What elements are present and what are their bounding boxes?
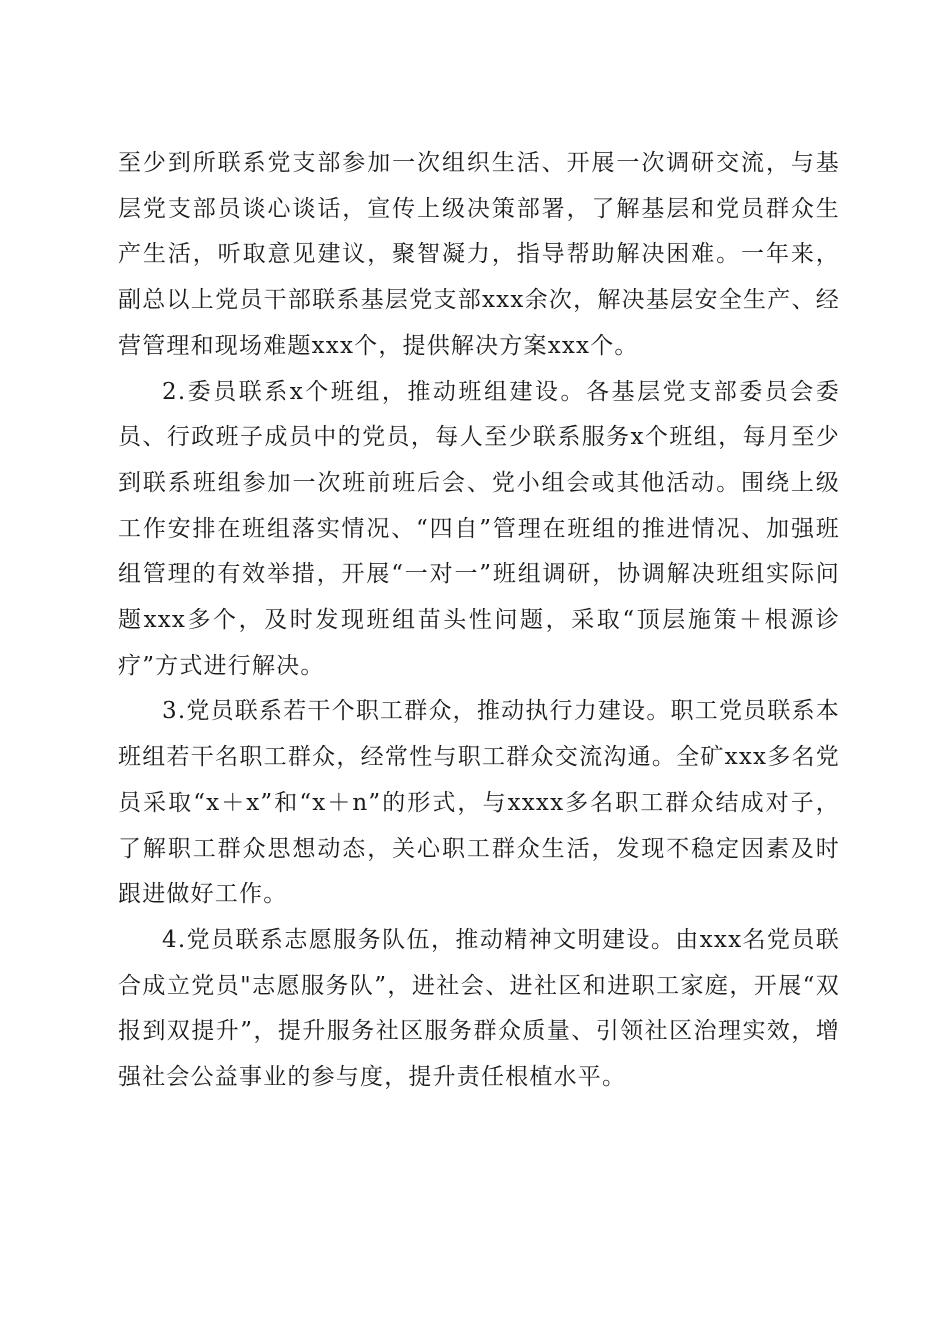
paragraph-continued: 至少到所联系党支部参加一次组织生活、开展一次调研交流，与基层党支部员谈心谈话，宣传上级决策部署，了解基层和党员群众生产生活，听取意见建议，聚智凝力，指导帮助解决困难。一年来，副总以上党员干部联系基层党支部xxx余次，解决基层安全生产、经营管理和现场难题xxx个，提供解决方案xxx个。 <box>118 150 840 359</box>
paragraph-item-4: 4.党员联系志愿服务队伍，推动精神文明建设。由xxx名党员联合成立党员"志愿服务队”，进社会、进社区和进职工家庭，开展“双报到双提升”，提升服务社区服务群众质量、引领社区治理实效，增强社会公益事业的参与度，提升责任根植水平。 <box>118 926 840 1091</box>
document-body <box>118 141 840 1101</box>
paragraph-item-2: 2.委员联系x个班组，推动班组建设。各基层党支部委员会委员、行政班子成员中的党员，每人至少联系服务x个班组，每月至少到联系班组参加一次班前班后会、党小组会或其他活动。围绕上级工作安排在班组落实情况、“四自”管理在班组的推进情况、加强班组管理的有效举措，开展“一对一”班组调研，协调解决班组实际问题xxx多个，及时发现班组苗头性问题，采取“顶层施策＋根源诊疗”方式进行解决。 <box>118 378 840 679</box>
paragraph-item-3: 3.党员联系若干个职工群众，推动执行力建设。职工党员联系本班组若干名职工群众，经常性与职工群众交流沟通。全矿xxx多名党员采取“x＋x”和“x＋n”的形式，与xxxx多名职工群众结成对子，了解职工群众思想动态，关心职工群众生活，发现不稳定因素及时跟进做好工作。 <box>118 698 840 908</box>
